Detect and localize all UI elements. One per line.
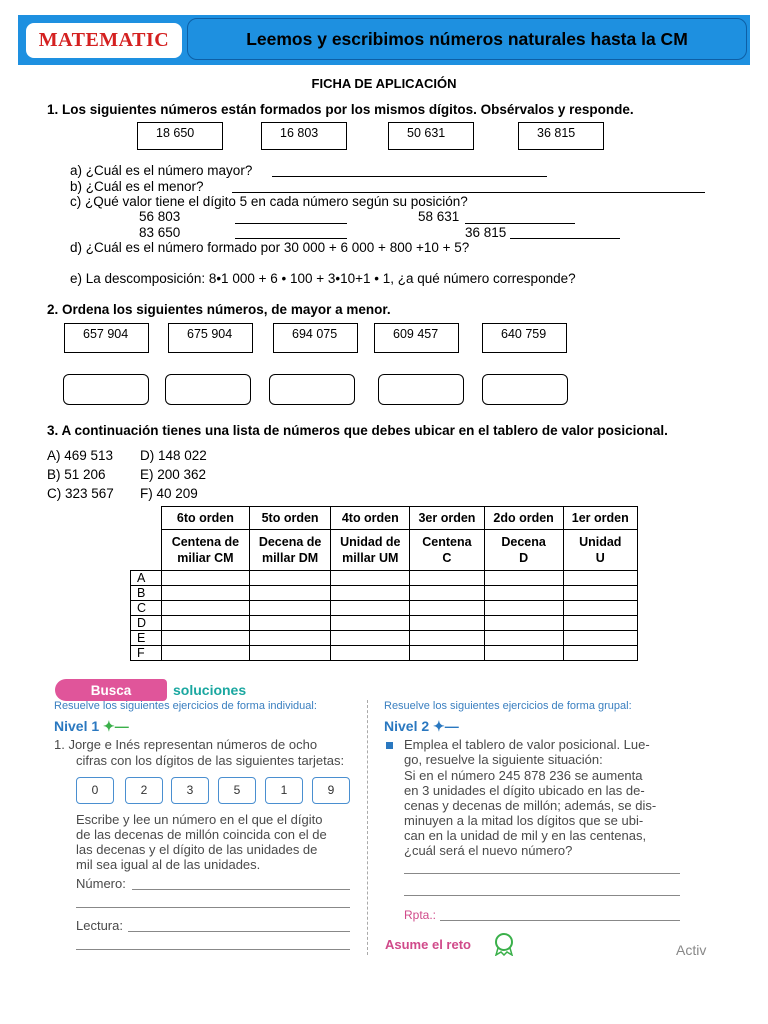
table-cell[interactable] (331, 616, 410, 631)
table-row (131, 616, 638, 631)
row-label: B (131, 586, 162, 601)
answer-line[interactable] (235, 223, 347, 224)
q1-number-box: 36 815 (518, 122, 604, 150)
order-header: 4to orden (331, 507, 410, 530)
q3-list-item: A) 469 513 (47, 448, 114, 463)
table-cell[interactable] (162, 646, 250, 661)
q2-number-box: 657 904 (64, 323, 149, 353)
sparkle-icon: ✦— (103, 718, 129, 734)
q2-prompt: 2. Ordena los siguientes números, de mayor a menor. (47, 302, 391, 317)
digit-card: 1 (265, 777, 303, 804)
lectura-line[interactable] (128, 931, 350, 932)
unit-header-line: Unidad (579, 535, 622, 549)
r-line: en 3 unidades el dígito ubicado en las de- (404, 783, 645, 798)
digit-card: 9 (312, 777, 350, 804)
order-header: 1er orden (563, 507, 637, 530)
unit-header-line: D (519, 551, 529, 565)
q3-list-item: D) 148 022 (140, 448, 207, 463)
table-cell[interactable] (249, 586, 331, 601)
table-cell[interactable] (331, 571, 410, 586)
order-header: 5to orden (249, 507, 331, 530)
logo-text: MATEMATIC (38, 29, 170, 51)
table-cell[interactable] (484, 571, 563, 586)
table-cell[interactable] (331, 631, 410, 646)
sheet-title: FICHA DE APLICACIÓN (311, 76, 457, 91)
q2-answer-box[interactable] (378, 374, 464, 405)
medal-icon (492, 932, 516, 956)
table-row (131, 631, 638, 646)
table-cell[interactable] (410, 616, 484, 631)
unit-header-line: Centena (422, 535, 472, 549)
lectura-label: Lectura: (76, 918, 123, 933)
q1-a: a) ¿Cuál es el número mayor? (70, 163, 253, 178)
numero-line[interactable] (132, 889, 350, 890)
table-cell[interactable] (331, 586, 410, 601)
unit-header-line: C (442, 551, 452, 565)
q2-answer-box[interactable] (63, 374, 149, 405)
order-header: 3er orden (410, 507, 484, 530)
column-separator (367, 700, 368, 955)
r-line: can en la unidad de mil y en las centenas, (404, 828, 647, 843)
answer-line[interactable] (235, 238, 347, 239)
page-title: Leemos y escribimos números naturales hasta la CM (246, 28, 688, 49)
place-value-table (130, 506, 638, 661)
q1-e: e) La descomposición: 8•1 000 + 6 • 100 + 3•10+1 • 1, ¿a qué número corresponde? (70, 271, 576, 286)
unit-header (249, 530, 331, 571)
level1-label: Nivel 1 (54, 718, 100, 734)
table-row (131, 601, 638, 616)
table-cell[interactable] (249, 571, 331, 586)
q3-list-item: C) 323 567 (47, 486, 114, 501)
order-header: 2do orden (484, 507, 563, 530)
table-cell[interactable] (563, 586, 637, 601)
e-line: mil sea igual al de las unidades. (76, 857, 261, 872)
e-line: las decenas y el dígito de las unidades de (76, 842, 318, 857)
table-cell[interactable] (331, 646, 410, 661)
table-cell[interactable] (249, 616, 331, 631)
q1-c-item: 83 650 (139, 225, 181, 240)
unit-header (484, 530, 563, 571)
digit-card: 2 (125, 777, 163, 804)
unit-header-line: Decena (501, 535, 546, 549)
table-cell[interactable] (162, 631, 250, 646)
q3-list-item: B) 51 206 (47, 467, 106, 482)
table-cell[interactable] (162, 601, 250, 616)
answer-line[interactable] (76, 949, 350, 950)
q2-number-box: 694 075 (273, 323, 358, 353)
row-label: D (131, 616, 162, 631)
table-cell[interactable] (484, 616, 563, 631)
table-cell[interactable] (410, 601, 484, 616)
table-cell[interactable] (162, 586, 250, 601)
q2-answer-box[interactable] (482, 374, 568, 405)
table-cell[interactable] (563, 616, 637, 631)
r-line: cenas y decenas de millón; además, se dis- (404, 798, 657, 813)
q1-b: b) ¿Cuál es el menor? (70, 179, 204, 194)
table-cell[interactable] (162, 571, 250, 586)
unit-header-line: millar DM (261, 551, 319, 565)
rpta-line[interactable] (440, 920, 680, 921)
q1-c-item: 58 631 (418, 209, 460, 224)
p1-line: 1. Jorge e Inés representan números de ocho (54, 737, 318, 752)
q3-list-item: F) 40 209 (140, 486, 198, 501)
logo (26, 23, 182, 58)
title-box (187, 18, 747, 60)
unit-header (331, 530, 410, 571)
q1-c-item: 56 803 (139, 209, 181, 224)
level2-label: Nivel 2 (384, 718, 430, 734)
unit-header-line: Unidad de (340, 535, 401, 549)
busca-tag (55, 679, 167, 701)
right-instructions: Resuelve los siguientes ejercicios de forma grupal: (384, 700, 632, 712)
soluciones-text: soluciones (173, 682, 247, 698)
q1-d: d) ¿Cuál es el número formado por 30 000 + 6 000 + 800 +10 + 5? (70, 240, 470, 255)
table-cell[interactable] (484, 601, 563, 616)
digit-card: 3 (171, 777, 209, 804)
table-row (131, 571, 638, 586)
asume-reto: Asume el reto (385, 937, 471, 952)
sparkle-icon: ✦— (433, 718, 459, 734)
table-cell[interactable] (563, 646, 637, 661)
q1-prompt: 1. Los siguientes números están formados por los mismos dígitos. Obsérvalos y responde. (47, 102, 634, 117)
r-line: Si en el número 245 878 236 se aumenta (404, 768, 643, 783)
q3-prompt: 3. A continuación tienes una lista de números que debes ubicar en el tablero de valor posicional. (47, 423, 668, 438)
table-row (131, 646, 638, 661)
q1-number-box: 18 650 (137, 122, 223, 150)
answer-line[interactable] (76, 907, 350, 908)
table-cell[interactable] (410, 646, 484, 661)
table-cell[interactable] (249, 601, 331, 616)
answer-line[interactable] (404, 873, 680, 874)
table-cell[interactable] (249, 646, 331, 661)
answer-line[interactable] (232, 192, 705, 193)
table-cell[interactable] (563, 631, 637, 646)
q2-answer-box[interactable] (165, 374, 251, 405)
level2-title (384, 718, 459, 735)
table-cell[interactable] (410, 571, 484, 586)
order-header: 6to orden (162, 507, 250, 530)
q3-list-item: E) 200 362 (140, 467, 207, 482)
q2-number-box: 640 759 (482, 323, 567, 353)
numero-label: Número: (76, 876, 126, 891)
answer-line[interactable] (465, 223, 575, 224)
r-line: ¿cuál será el nuevo número? (404, 843, 573, 858)
digit-card: 5 (218, 777, 256, 804)
row-label: A (131, 571, 162, 586)
table-cell[interactable] (484, 646, 563, 661)
table-cell[interactable] (162, 616, 250, 631)
q2-number-box: 609 457 (374, 323, 459, 353)
table-cell[interactable] (484, 586, 563, 601)
table-cell[interactable] (410, 631, 484, 646)
unit-header (162, 530, 250, 571)
answer-line[interactable] (272, 176, 547, 177)
left-instructions: Resuelve los siguientes ejercicios de forma individual: (54, 700, 317, 712)
table-cell[interactable] (484, 631, 563, 646)
e-line: de las decenas de millón coincida con el de (76, 827, 327, 842)
p1-line: cifras con los dígitos de las siguientes tarjetas: (76, 753, 345, 768)
answer-line[interactable] (510, 238, 620, 239)
q2-number-box: 675 904 (168, 323, 253, 353)
unit-header (563, 530, 637, 571)
table-cell[interactable] (563, 571, 637, 586)
q1-c: c) ¿Qué valor tiene el dígito 5 en cada número según su posición? (70, 194, 468, 209)
table-cell[interactable] (563, 601, 637, 616)
q2-answer-box[interactable] (269, 374, 355, 405)
table-cell[interactable] (410, 586, 484, 601)
bullet-icon (386, 742, 393, 749)
q1-c-item: 36 815 (465, 225, 507, 240)
r-line: Emplea el tablero de valor posicional. Lue- (404, 737, 650, 752)
table-cell[interactable] (249, 631, 331, 646)
answer-line[interactable] (404, 895, 680, 896)
unit-header-line: U (595, 551, 605, 565)
row-label: E (131, 631, 162, 646)
unit-header (410, 530, 484, 571)
table-cell[interactable] (331, 601, 410, 616)
r-line: minuyen a la mitad los dígitos que se ubi- (404, 813, 644, 828)
rpta-label: Rpta.: (404, 908, 437, 922)
level1-title (54, 718, 129, 735)
unit-header-line: miliar CM (177, 551, 234, 565)
q1-number-box: 50 631 (388, 122, 474, 150)
row-label: F (131, 646, 162, 661)
unit-header-line: Decena de (258, 535, 322, 549)
busca-tag-text: Busca (90, 682, 132, 698)
activ-text: Activ (676, 942, 707, 958)
r-line: go, resuelve la siguiente situación: (404, 752, 603, 767)
e-line: Escribe y lee un número en el que el dígito (76, 812, 323, 827)
digit-card: 0 (76, 777, 114, 804)
unit-header-line: millar UM (342, 551, 399, 565)
row-label: C (131, 601, 162, 616)
table-row (131, 586, 638, 601)
q1-number-box: 16 803 (261, 122, 347, 150)
unit-header-line: Centena de (171, 535, 240, 549)
